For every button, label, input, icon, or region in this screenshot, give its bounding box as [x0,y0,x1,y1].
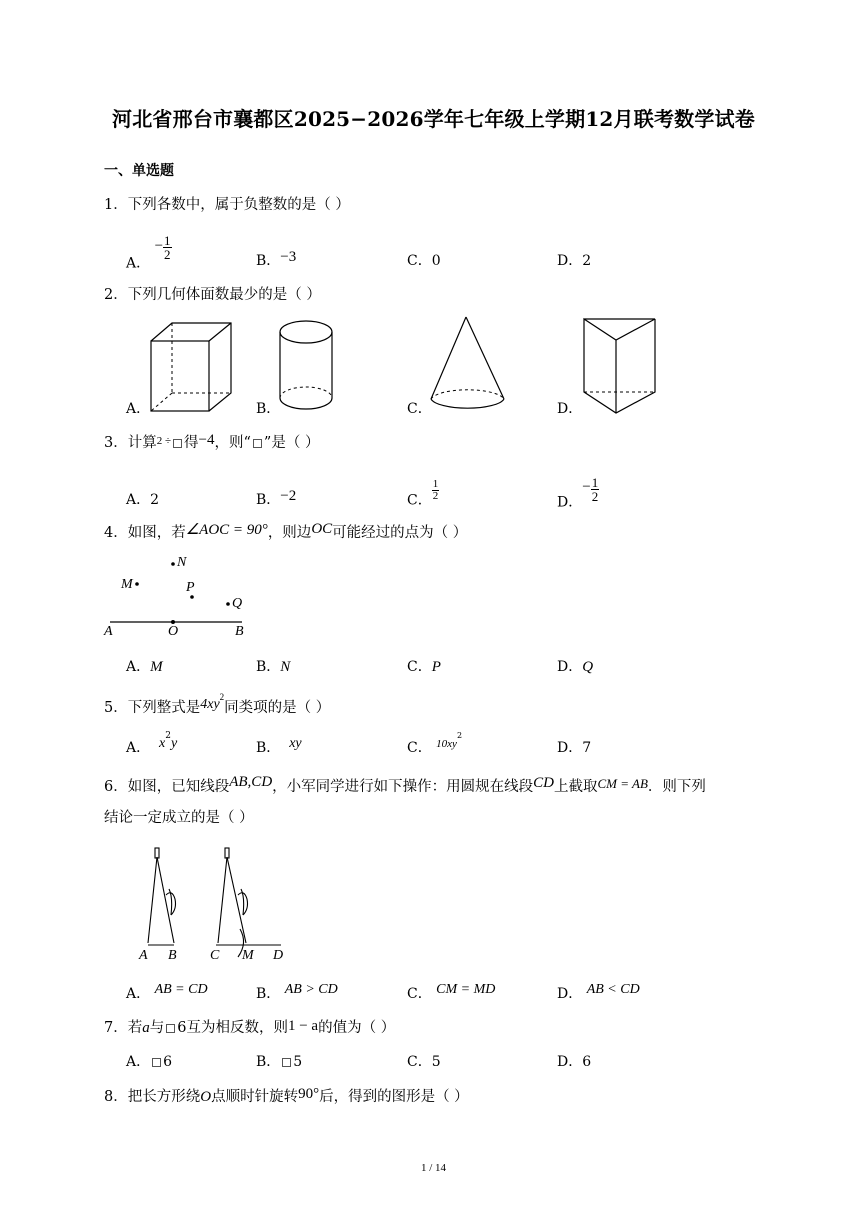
point-n-label: N [177,555,187,570]
q7-option-c: C．5 [407,1054,441,1070]
point-m-label: M [121,577,133,592]
q3-option-a: A．2 [126,492,160,508]
q7-option-b: B． 5 [256,1054,303,1070]
q2-option-c-label: C． [407,401,432,417]
fraction: $\frac{1}{2}$ [164,233,171,262]
q5-option-d: D．7 [557,740,592,756]
blank-box-icon [282,1058,291,1067]
q6-option-b: B． AB > CD [256,982,338,1002]
q4-option-a: A．M [126,659,163,675]
question-3-stem: 3．计算$^{2 \div}$ 得−4，则“ ”是（ ） [104,432,320,451]
q5-option-a: A． $x^2y$ [126,731,178,756]
question-2-stem: 2．下列几何体面数最少的是（ ） [104,287,321,303]
point-a-label: A [139,948,148,963]
point-d-label: D [273,948,284,963]
fraction: $\frac{1}{2}$ [591,475,599,504]
q6-option-d: D． AB < CD [557,982,640,1002]
point-p-label: P [186,580,195,595]
q1-option-b: B．−3 [256,249,297,269]
q1-option-a [126,233,172,277]
section-heading: 一、单选题 [104,163,174,179]
q5-option-b: B． xy [256,736,302,756]
blank-box-icon [166,1024,175,1033]
point-c-label: C [210,948,220,963]
point-a-label: A [104,624,113,639]
page-title: 河北省邢台市襄都区2025−2026学年七年级上学期12月联考数学试卷 [112,107,755,131]
q6-option-a: A． AB = CD [126,982,208,1002]
cube-figure [148,320,238,415]
minus-sign: − [154,237,164,254]
q4-option-b: B．N [256,659,291,675]
q7-option-d: D．6 [557,1054,592,1070]
q4-option-d: D．Q [557,659,594,675]
question-7-stem: 7．若a与 6互为相反数，则1 − a的值为（ ） [104,1018,396,1036]
q1-option-d: D．2 [557,253,592,269]
q2-option-d-label: D． [557,401,583,417]
q4-option-c: C．P [407,659,441,675]
q2-option-a-label: A． [126,401,151,417]
q3-option-c: C． $\frac{1}{2}$ [407,478,439,509]
question-8-stem: 8．把长方形绕O点顺时针旋转90°后，得到的图形是（ ） [104,1086,469,1105]
page-number: 1 / 14 [420,1162,447,1174]
cone-figure [428,314,510,414]
q3-option-b: B．−2 [256,488,297,508]
q1-option-c: C．0 [407,253,441,269]
q5-option-c: C． $^{10xy2}$ [407,731,463,756]
cylinder-figure [277,318,337,413]
q3-option-d: D．− $\frac{1}{2}$ [557,475,599,511]
point-m-label: M [242,948,254,963]
point-q-label: Q [232,596,243,611]
option-label: A． [126,255,151,272]
point-o-label: O [168,624,179,639]
blank-box-icon [152,1058,161,1067]
blank-box-icon [173,439,182,448]
compass-figure [138,845,288,955]
fraction: $\frac{1}{2}$ [432,478,439,502]
question-5-stem: 5．下列整式是$4xy^2$同类项的是（ ） [104,692,331,716]
blank-box-icon [253,439,262,448]
question-1-stem: 1．下列各数中，属于负整数的是（ ） [104,197,350,213]
point-b-label: B [168,948,177,963]
question-6-stem: 6．如图，已知线段AB,CD，小军同学进行如下操作：用圆规在线段CD上截取CM = AB．则下列 [104,774,706,795]
q7-option-a: A． 6 [126,1054,173,1070]
point-b-label: B [235,624,244,639]
triangular-prism-figure [581,316,661,416]
question-6-stem-line2: 结论一定成立的是（ ） [104,810,254,826]
q6-option-c: C． CM = MD [407,982,496,1002]
q2-option-b-label: B． [256,401,281,417]
question-4-stem: 4．如图，若∠AOC = 90°，则边OC可能经过的点为（ ） [104,521,468,541]
